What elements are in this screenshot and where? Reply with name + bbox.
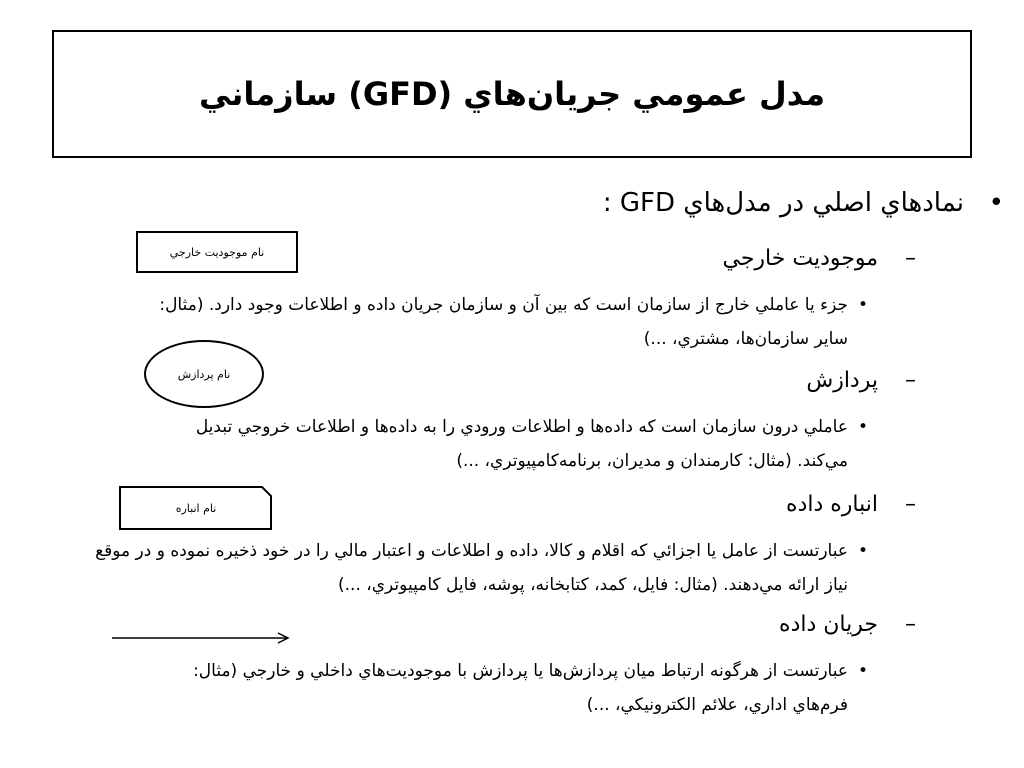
bullet-icon: • <box>988 188 1004 218</box>
description-line: عاملي درون سازمان است كه داده‌ها و اطلاعات ورودي را به داده‌ها و اطلاعات خروجي تبديل <box>195 417 848 437</box>
process-description <box>68 410 868 478</box>
data-flow-heading <box>779 612 916 637</box>
bullet-icon: • <box>857 295 868 315</box>
main-bullet-text: نمادهاي اصلي در مدل‌هاي GFD : <box>602 188 964 218</box>
description-line: جزء يا عاملي خارج از سازمان است كه بين آن و سازمان جريان داده و اطلاعات وجود دارد. (مثال: <box>159 295 848 315</box>
data-flow-description <box>68 654 868 722</box>
bullet-icon: • <box>857 661 868 681</box>
data-store-heading-text: انباره داده <box>786 492 878 517</box>
bullet-icon: • <box>857 541 868 561</box>
description-line: نياز ارائه مي‌دهند. (مثال: فايل، كمد، كتابخانه، پوشه، فايل كامپيوتري، ...) <box>338 575 848 595</box>
external-entity-heading <box>722 246 916 271</box>
title-box <box>52 30 972 158</box>
data-store-description <box>48 534 868 602</box>
bullet-icon: • <box>857 417 868 437</box>
description-line: ساير سازمان‌ها، مشتري، ...) <box>643 329 848 349</box>
main-bullet <box>602 188 1004 218</box>
data-store-heading <box>786 492 916 517</box>
dash-icon: – <box>905 246 916 271</box>
data-store-symbol-label: نام انباره <box>175 501 217 515</box>
process-symbol-label: نام پردازش <box>177 367 231 381</box>
description-line: عبارتست از هرگونه ارتباط ميان پردازش‌ها يا پردازش با موجوديت‌هاي داخلي و خارجي (مثال: <box>193 661 848 681</box>
dash-icon: – <box>905 368 916 393</box>
data-flow-arrow-icon <box>110 630 292 646</box>
description-line: عبارتست از عامل يا اجزائي كه اقلام و كالا، داده و اطلاعات و اعتبار مالي را در خود ذخيره نموده و در موقع <box>95 541 848 561</box>
dash-icon: – <box>905 612 916 637</box>
description-line: فرم‌هاي اداري، علائم الكترونيكي، ...) <box>586 695 848 715</box>
external-entity-symbol <box>136 231 298 273</box>
data-flow-heading-text: جريان داده <box>779 612 878 637</box>
dash-icon: – <box>905 492 916 517</box>
process-symbol <box>144 340 264 408</box>
external-entity-symbol-label: نام موجوديت خارجي <box>169 245 265 259</box>
external-entity-heading-text: موجوديت خارجي <box>722 246 878 271</box>
description-line: مي‌كند. (مثال: كارمندان و مديران، برنامه‌كامپيوتري، ...) <box>456 451 848 471</box>
process-heading <box>806 368 916 393</box>
data-store-symbol-label-wrap <box>119 486 273 530</box>
process-heading-text: پردازش <box>806 368 878 393</box>
slide-title: مدل عمومي جريان‌هاي (GFD) سازماني <box>198 75 826 113</box>
